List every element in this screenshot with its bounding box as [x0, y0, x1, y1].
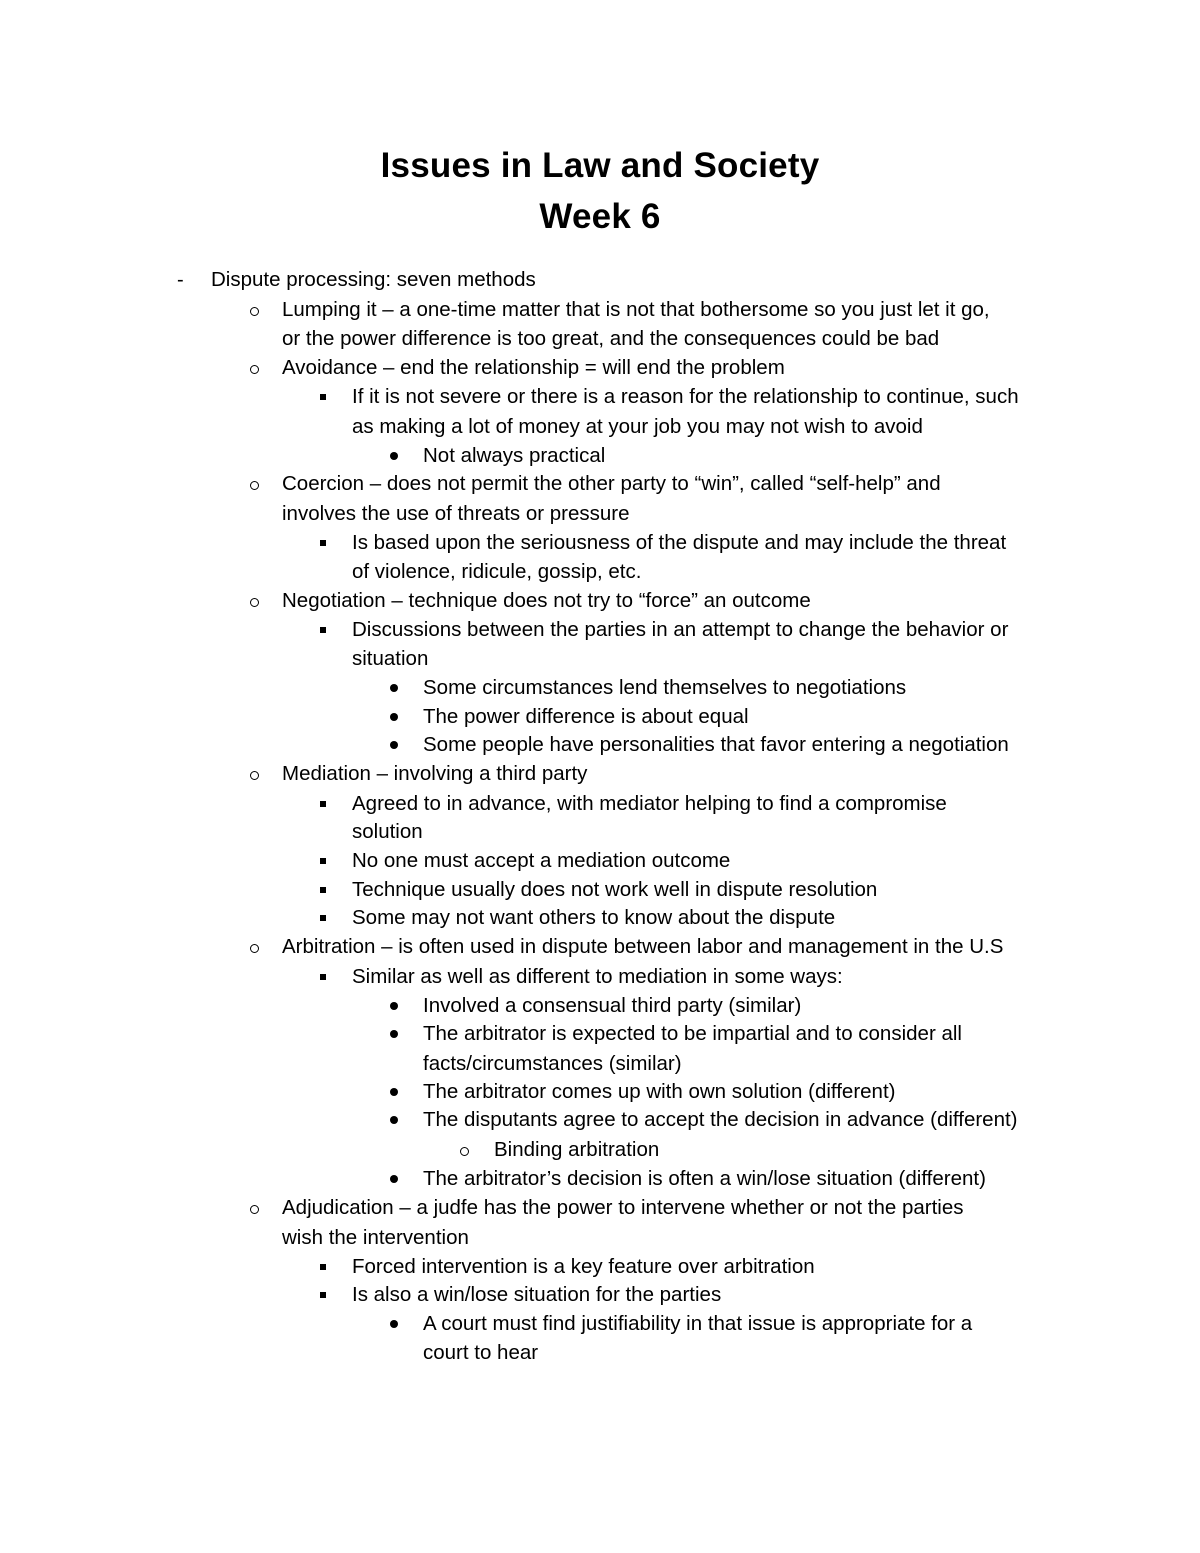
outline-line-level-3: Similar as well as different to mediation in some ways: — [352, 965, 843, 988]
outline-line-level-2: Negotiation – technique does not try to “force” an outcome — [282, 589, 811, 612]
document-subtitle: Week 6 — [539, 197, 661, 236]
outline-line-level-3: Is based upon the seriousness of the dispute and may include the threat — [352, 531, 1007, 554]
square-bullet — [320, 974, 326, 980]
square-bullet — [320, 540, 326, 546]
outline-line-level-3: Is also a win/lose situation for the parties — [352, 1283, 722, 1306]
hollow-circle-bullet — [250, 307, 259, 316]
outline-line-level-2: Adjudication – a judfe has the power to intervene whether or not the parties — [282, 1196, 964, 1219]
outline-line-level-3: Agreed to in advance, with mediator helping to find a compromise — [352, 792, 947, 815]
outline-line-level-4: The power difference is about equal — [423, 705, 749, 728]
outline-line-level-4: The arbitrator is expected to be impartial and to consider all — [423, 1022, 962, 1045]
outline-line-level-3: as making a lot of money at your job you may not wish to avoid — [352, 415, 923, 438]
round-bullet — [390, 1116, 398, 1124]
square-bullet — [320, 627, 326, 633]
outline-line-level-3: solution — [352, 820, 423, 843]
square-bullet — [320, 1292, 326, 1298]
outline-line-level-4: Not always practical — [423, 444, 606, 467]
round-bullet — [390, 1175, 398, 1183]
outline-line-level-3: Some may not want others to know about the dispute — [352, 906, 836, 929]
round-bullet — [390, 1002, 398, 1010]
outline-line-level-2: or the power difference is too great, and the consequences could be bad — [282, 327, 940, 350]
round-bullet — [390, 452, 398, 460]
round-bullet — [390, 713, 398, 721]
outline-line-level-4: Some circumstances lend themselves to negotiations — [423, 676, 907, 699]
dash-bullet: - — [177, 269, 184, 291]
outline-line-level-2: wish the intervention — [282, 1226, 469, 1249]
outline-line-level-4: facts/circumstances (similar) — [423, 1052, 682, 1075]
round-bullet — [390, 684, 398, 692]
outline-line-level-4: A court must find justifiability in that issue is appropriate for a — [423, 1312, 973, 1335]
outline-line-level-2: Arbitration – is often used in dispute between labor and management in the U.S — [282, 935, 1004, 958]
square-bullet — [320, 887, 326, 893]
outline-line-level-2: Mediation – involving a third party — [282, 762, 588, 785]
outline-line-level-4: Involved a consensual third party (similar) — [423, 994, 802, 1017]
hollow-circle-bullet — [250, 1205, 259, 1214]
outline-line-level-3: If it is not severe or there is a reason for the relationship to continue, such — [352, 385, 1019, 408]
outline-line-level-3: of violence, ridicule, gossip, etc. — [352, 560, 642, 583]
square-bullet — [320, 394, 326, 400]
outline-line-level-4: The arbitrator’s decision is often a win/lose situation (different) — [423, 1167, 986, 1190]
square-bullet — [320, 915, 326, 921]
square-bullet — [320, 1264, 326, 1270]
hollow-circle-bullet — [250, 771, 259, 780]
outline-line-level-3: Discussions between the parties in an attempt to change the behavior or — [352, 618, 1009, 641]
outline-line-level-5: Binding arbitration — [494, 1138, 660, 1161]
hollow-circle-bullet — [460, 1147, 469, 1156]
outline-line-level-4: The arbitrator comes up with own solution (different) — [423, 1080, 896, 1103]
outline-line-level-3: situation — [352, 647, 429, 670]
outline-line-level-1: Dispute processing: seven methods — [211, 268, 536, 291]
round-bullet — [390, 741, 398, 749]
outline-line-level-3: Technique usually does not work well in dispute resolution — [352, 878, 878, 901]
outline-line-level-3: Forced intervention is a key feature over arbitration — [352, 1255, 815, 1278]
hollow-circle-bullet — [250, 481, 259, 490]
hollow-circle-bullet — [250, 944, 259, 953]
square-bullet — [320, 801, 326, 807]
round-bullet — [390, 1320, 398, 1328]
outline-line-level-2: Lumping it – a one-time matter that is not that bothersome so you just let it go, — [282, 298, 990, 321]
round-bullet — [390, 1088, 398, 1096]
outline-line-level-2: involves the use of threats or pressure — [282, 502, 630, 525]
outline-line-level-3: No one must accept a mediation outcome — [352, 849, 731, 872]
outline-line-level-2: Avoidance – end the relationship = will end the problem — [282, 356, 785, 379]
outline-line-level-4: The disputants agree to accept the decision in advance (different) — [423, 1108, 1018, 1131]
hollow-circle-bullet — [250, 598, 259, 607]
round-bullet — [390, 1030, 398, 1038]
document-title: Issues in Law and Society — [380, 146, 820, 185]
outline-line-level-4: Some people have personalities that favor entering a negotiation — [423, 733, 1009, 756]
outline-line-level-2: Coercion – does not permit the other party to “win”, called “self-help” and — [282, 472, 941, 495]
square-bullet — [320, 858, 326, 864]
outline-line-level-4: court to hear — [423, 1341, 539, 1364]
hollow-circle-bullet — [250, 365, 259, 374]
